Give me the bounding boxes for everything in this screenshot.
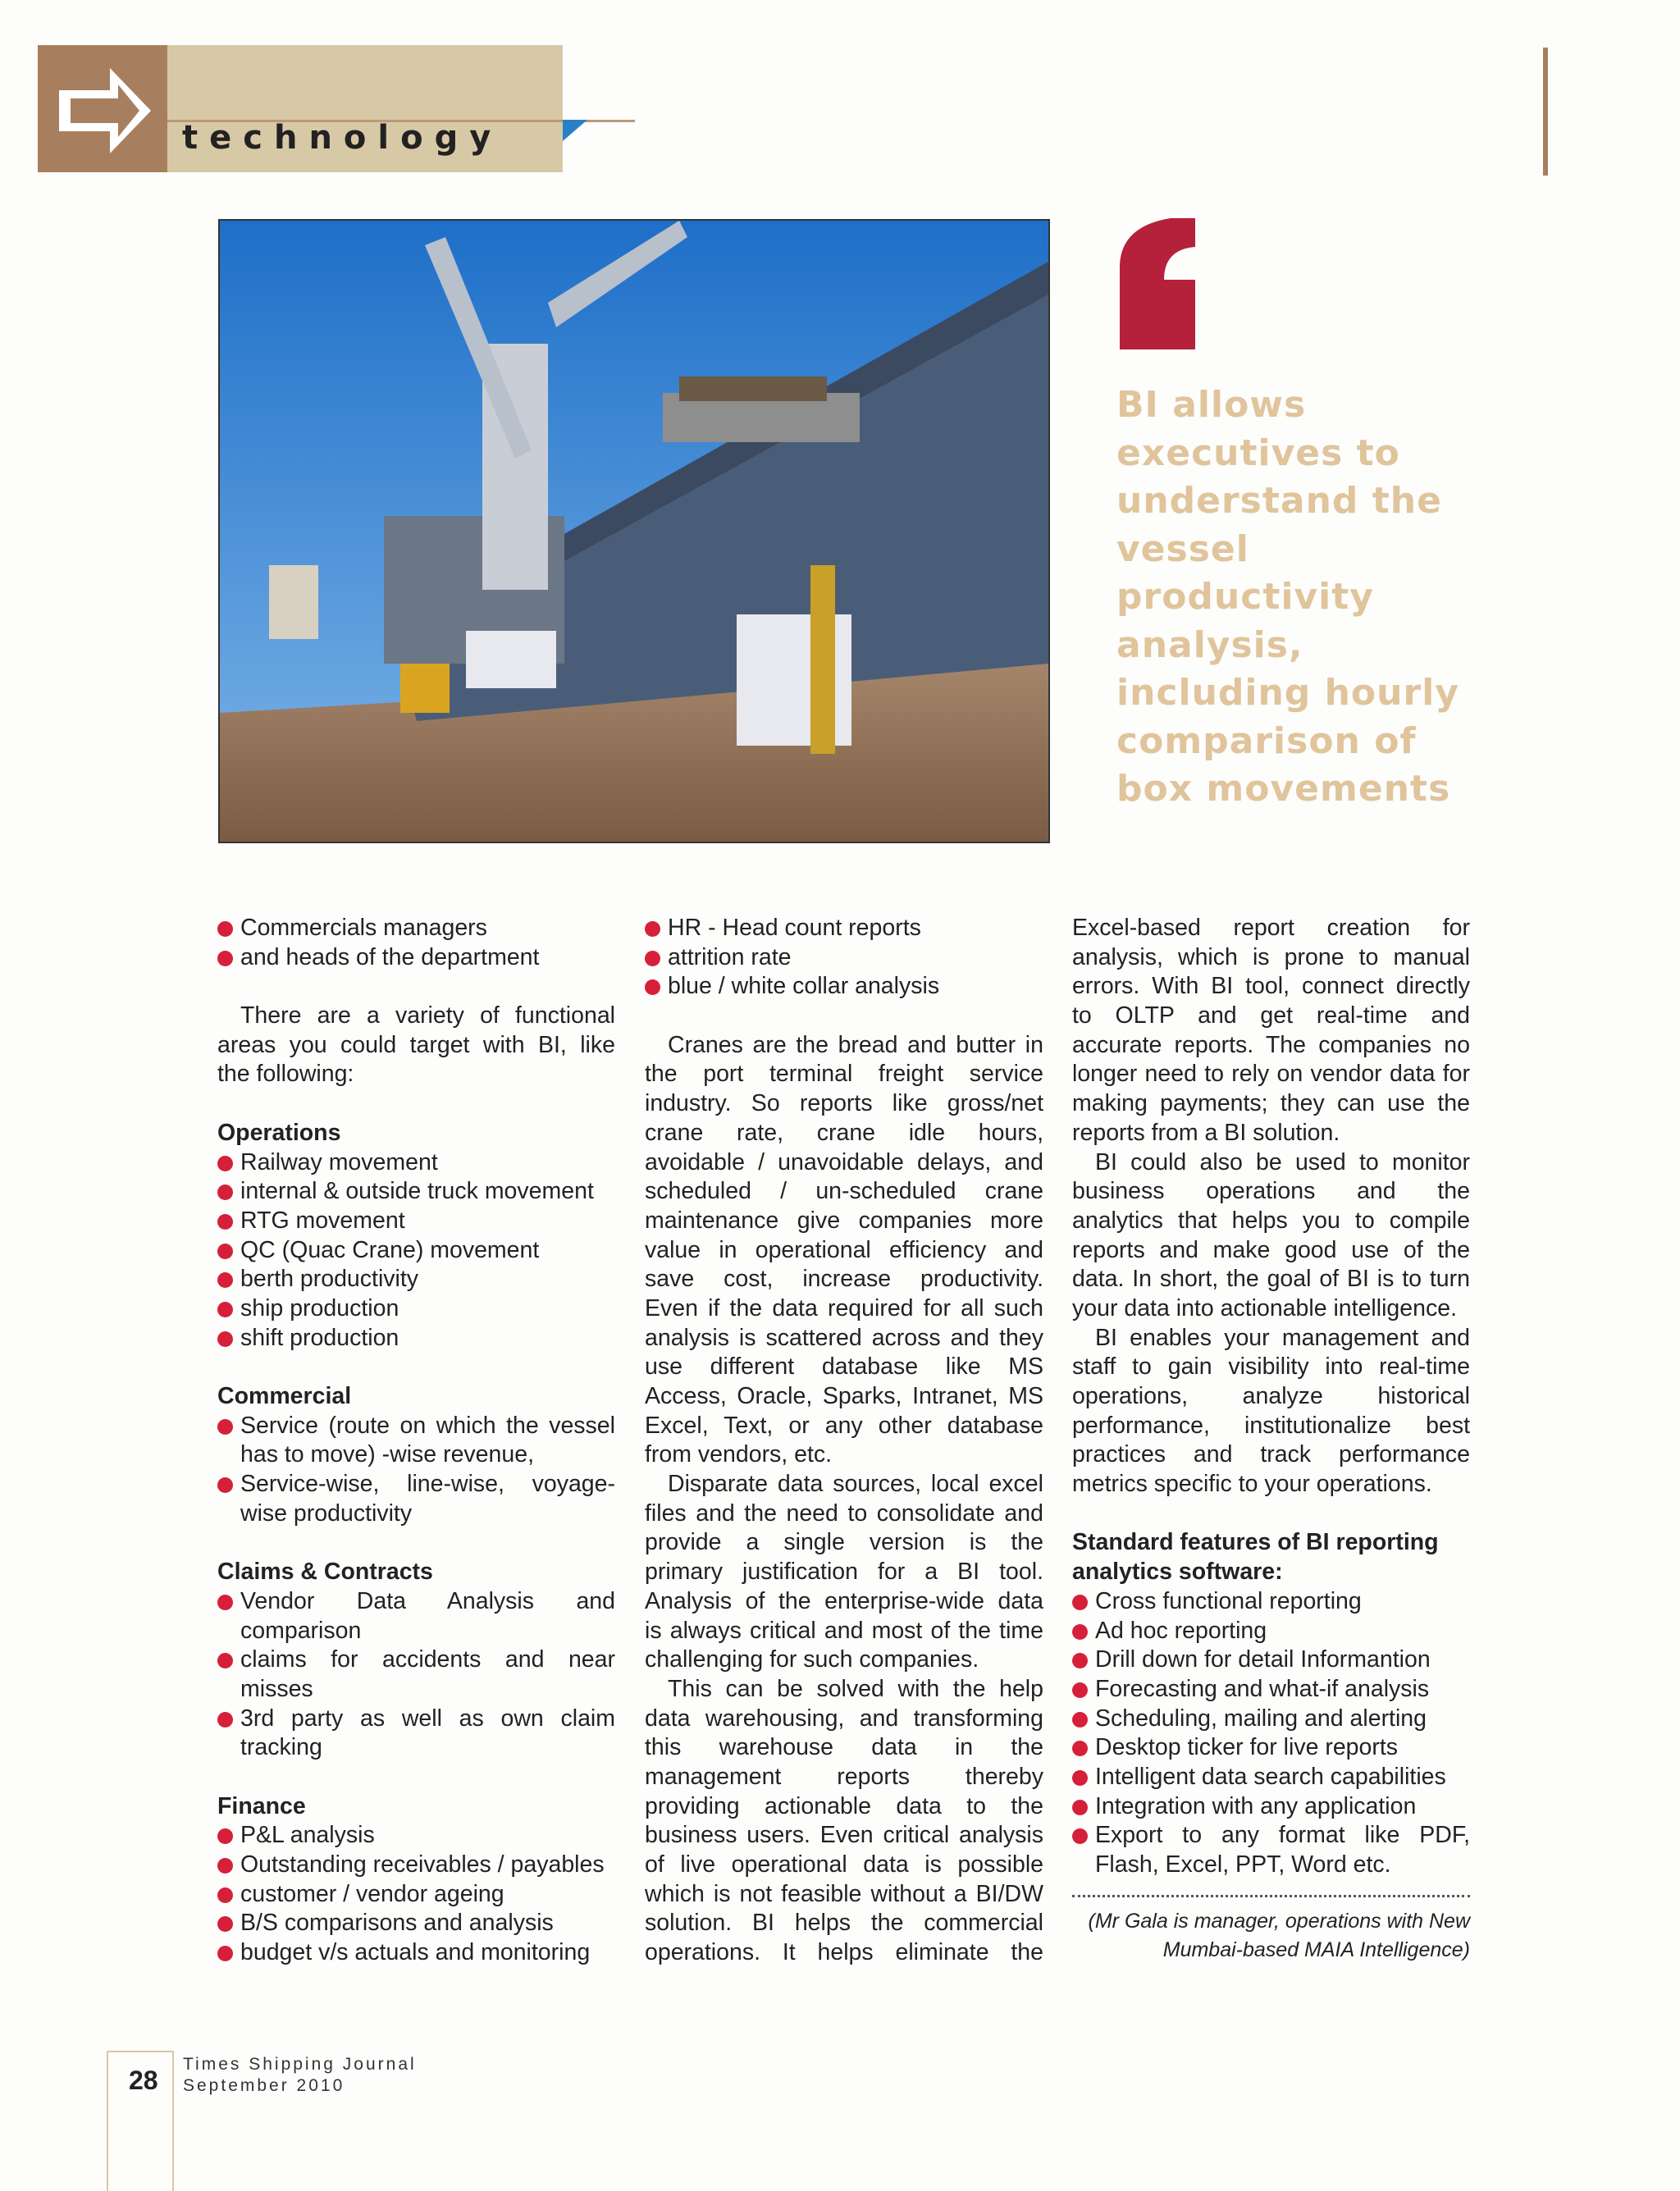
subheading-commercial: Commercial: [217, 1383, 352, 1409]
paragraph-line: industry. So reports like gross/net: [645, 1090, 1043, 1117]
bullet-item: ship production: [217, 1294, 615, 1324]
paragraph-line: provide a single version is the: [645, 1529, 1043, 1556]
paragraph-line: There are a variety of functional: [240, 1002, 615, 1029]
pull-quote-line: comparison of: [1116, 719, 1417, 762]
paragraph-line: BI enables your management and: [1095, 1324, 1470, 1351]
paragraph-line: this warehouse data in the: [645, 1734, 1043, 1761]
journal-name: Times Shipping Journal: [183, 2055, 417, 2074]
paragraph-line: data. In short, the goal of BI is to turn: [1072, 1266, 1470, 1293]
bullet-item-continued: misses: [240, 1675, 313, 1702]
paragraph-line: Access, Oracle, Sparks, Intranet, MS: [645, 1383, 1043, 1409]
paragraph-line: errors. With BI tool, connect directly: [1072, 973, 1470, 1000]
bullet-item: and heads of the department: [217, 943, 615, 973]
bullet-item-continued: comparison: [240, 1617, 362, 1644]
bullet-item: Service (route on which the vessel: [217, 1412, 615, 1441]
subheading-claims: Claims & Contracts: [217, 1559, 433, 1586]
pull-quote-line: analysis,: [1116, 623, 1303, 666]
article-column-1: [217, 914, 615, 1968]
bullet-item: QC (Quac Crane) movement: [217, 1236, 615, 1266]
paragraph-line: avoidable / unavoidable delays, and: [645, 1148, 1043, 1175]
bullet-item: Intelligent data search capabilities: [1072, 1763, 1470, 1792]
paragraph-line: practices and track performance: [1072, 1441, 1470, 1468]
bullet-item: Forecasting and what-if analysis: [1072, 1675, 1470, 1705]
bullet-item: customer / vendor ageing: [217, 1880, 615, 1910]
paragraph-line: areas you could target with BI, like: [217, 1031, 615, 1058]
pull-quote-line: BI allows: [1116, 384, 1307, 426]
paragraph-line: Even if the data required for all such: [645, 1294, 1043, 1321]
bullet-item-continued: has to move) -wise revenue,: [240, 1441, 534, 1468]
paragraph-line: longer need to rely on vendor data for: [1072, 1061, 1470, 1088]
paragraph-line: maintenance give companies more: [645, 1207, 1043, 1234]
bullet-item: Desktop ticker for live reports: [1072, 1733, 1470, 1763]
paragraph-line: BI could also be used to monitor: [1095, 1148, 1470, 1175]
bullet-item: RTG movement: [217, 1207, 615, 1236]
paragraph-line: data warehousing, and transforming: [645, 1705, 1043, 1732]
paragraph-line: use different database like MS: [645, 1353, 1043, 1381]
paragraph-line: save cost, increase productivity.: [645, 1266, 1043, 1293]
journal-info: [183, 2054, 417, 2097]
header-triangle-icon: [563, 120, 587, 144]
paragraph-line: accurate reports. The companies no: [1072, 1031, 1470, 1058]
pull-quote-line: productivity: [1116, 576, 1374, 618]
author-credit: Mumbai-based MAIA Intelligence): [1162, 1938, 1470, 1962]
arrow-icon: [38, 45, 167, 172]
dotted-divider: [1072, 1880, 1470, 1897]
section-arrow-block: [38, 45, 167, 172]
paragraph-line: to OLTP and get real-time and: [1072, 1002, 1470, 1029]
paragraph-line: which is not feasible without a BI/DW: [645, 1880, 1043, 1907]
paragraph-line: reports and make good use of the: [1072, 1236, 1470, 1263]
subheading-finance: Finance: [217, 1792, 306, 1819]
paragraph-line: value in operational efficiency and: [645, 1236, 1043, 1263]
pull-quote-line: including hourly: [1116, 672, 1459, 714]
bullet-item: P&L analysis: [217, 1821, 615, 1851]
paragraph-line: operations. It helps eliminate the: [645, 1939, 1043, 1966]
paragraph-line: primary justification for a BI tool.: [645, 1559, 1043, 1586]
bullet-item: Cross functional reporting: [1072, 1587, 1470, 1617]
paragraph-line: Analysis of the enterprise-wide data: [645, 1587, 1043, 1614]
footer-rule: [172, 2051, 174, 2191]
paragraph-line: Disparate data sources, local excel: [668, 1471, 1043, 1498]
bullet-item: berth productivity: [217, 1265, 615, 1294]
paragraph-line: management reports thereby: [645, 1763, 1043, 1790]
subheading-operations: Operations: [217, 1119, 341, 1146]
paragraph-line: making payments; they can use the: [1072, 1090, 1470, 1117]
bullet-item: 3rd party as well as own claim: [217, 1705, 615, 1734]
paragraph-line: is always critical and most of the time: [645, 1617, 1043, 1644]
paragraph-line: Excel-based report creation for: [1072, 915, 1470, 941]
bullet-item: Commercials managers: [217, 914, 615, 943]
paragraph-line: Excel, Text, or any other database: [645, 1412, 1043, 1439]
paragraph-line: of live operational data is possible: [645, 1851, 1043, 1878]
page-number: 28: [129, 2065, 158, 2095]
paragraph-line: Cranes are the bread and butter in: [668, 1031, 1043, 1058]
bullet-item-continued: tracking: [240, 1734, 322, 1761]
article-column-3: [1072, 914, 1470, 1965]
bullet-item: Railway movement: [217, 1148, 615, 1178]
right-margin-rule: [1543, 48, 1548, 176]
article-column-2: [645, 914, 1043, 1968]
author-credit: (Mr Gala is manager, operations with New: [1088, 1909, 1470, 1933]
pull-quote-line: executives to: [1116, 431, 1400, 474]
paragraph-line: from vendors, etc.: [645, 1441, 833, 1468]
paragraph-line: metrics specific to your operations.: [1072, 1471, 1432, 1498]
bullet-item: Outstanding receivables / payables: [217, 1851, 615, 1880]
bullet-item-continued: Flash, Excel, PPT, Word etc.: [1095, 1851, 1391, 1878]
pull-quote-line: vessel: [1116, 527, 1249, 570]
paragraph-line: your data into actionable intelligence.: [1072, 1294, 1457, 1321]
subheading-features: Standard features of BI reporting: [1072, 1529, 1439, 1556]
bullet-item: attrition rate: [645, 943, 1043, 973]
pull-quote-line: understand the: [1116, 480, 1442, 522]
bullet-item: claims for accidents and near: [217, 1646, 615, 1675]
paragraph-line: challenging for such companies.: [645, 1646, 979, 1673]
paragraph-line: This can be solved with the help: [668, 1675, 1043, 1702]
paragraph-line: the following:: [217, 1061, 354, 1088]
paragraph-line: the port terminal freight service: [645, 1061, 1043, 1088]
bullet-item: Export to any format like PDF,: [1072, 1821, 1470, 1851]
bullet-item: Drill down for detail Informantion: [1072, 1646, 1470, 1675]
footer-rule: [107, 2051, 174, 2052]
paragraph-line: operations, analyze historical: [1072, 1383, 1470, 1409]
paragraph-line: business users. Even critical analysis: [645, 1822, 1043, 1849]
paragraph-line: business operations and the: [1072, 1178, 1470, 1205]
paragraph-line: providing actionable data to the: [645, 1792, 1043, 1819]
bullet-item: Vendor Data Analysis and: [217, 1587, 615, 1617]
bullet-item: Integration with any application: [1072, 1792, 1470, 1822]
port-crane-photo: [218, 219, 1050, 843]
paragraph-line: solution. BI helps the commercial: [645, 1910, 1043, 1937]
pull-quote-line: box movements: [1116, 768, 1451, 810]
paragraph-line: reports from a BI solution.: [1072, 1119, 1340, 1146]
paragraph-line: files and the need to consolidate and: [645, 1499, 1043, 1527]
bullet-item: Ad hoc reporting: [1072, 1617, 1470, 1646]
bullet-item: internal & outside truck movement: [217, 1177, 615, 1207]
footer-rule: [107, 2051, 108, 2191]
bullet-item: blue / white collar analysis: [645, 972, 1043, 1002]
paragraph-line: analysis is scattered across and they: [645, 1324, 1043, 1351]
bullet-item: shift production: [217, 1324, 615, 1353]
bullet-item-continued: wise productivity: [240, 1499, 413, 1527]
paragraph-line: analysis, which is prone to manual: [1072, 943, 1470, 970]
paragraph-line: analytics that helps you to compile: [1072, 1207, 1470, 1234]
bullet-item: B/S comparisons and analysis: [217, 1909, 615, 1938]
issue-date: September 2010: [183, 2076, 345, 2095]
bullet-item: Scheduling, mailing and alerting: [1072, 1705, 1470, 1734]
pull-quote: [1116, 381, 1477, 814]
paragraph-line: crane rate, crane idle hours,: [645, 1119, 1043, 1146]
bullet-item: budget v/s actuals and monitoring: [217, 1938, 615, 1968]
photo-illustration: [220, 221, 1048, 842]
paragraph-line: performance, institutionalize best: [1072, 1412, 1470, 1439]
bullet-item: Service-wise, line-wise, voyage-: [217, 1470, 615, 1499]
subheading-features: analytics software:: [1072, 1559, 1283, 1586]
section-label: technology: [182, 119, 503, 157]
paragraph-line: scheduled / un-scheduled crane: [645, 1178, 1043, 1205]
bullet-item: HR - Head count reports: [645, 914, 1043, 943]
paragraph-line: staff to gain visibility into real-time: [1072, 1353, 1470, 1381]
quote-mark-icon: [1113, 218, 1203, 358]
